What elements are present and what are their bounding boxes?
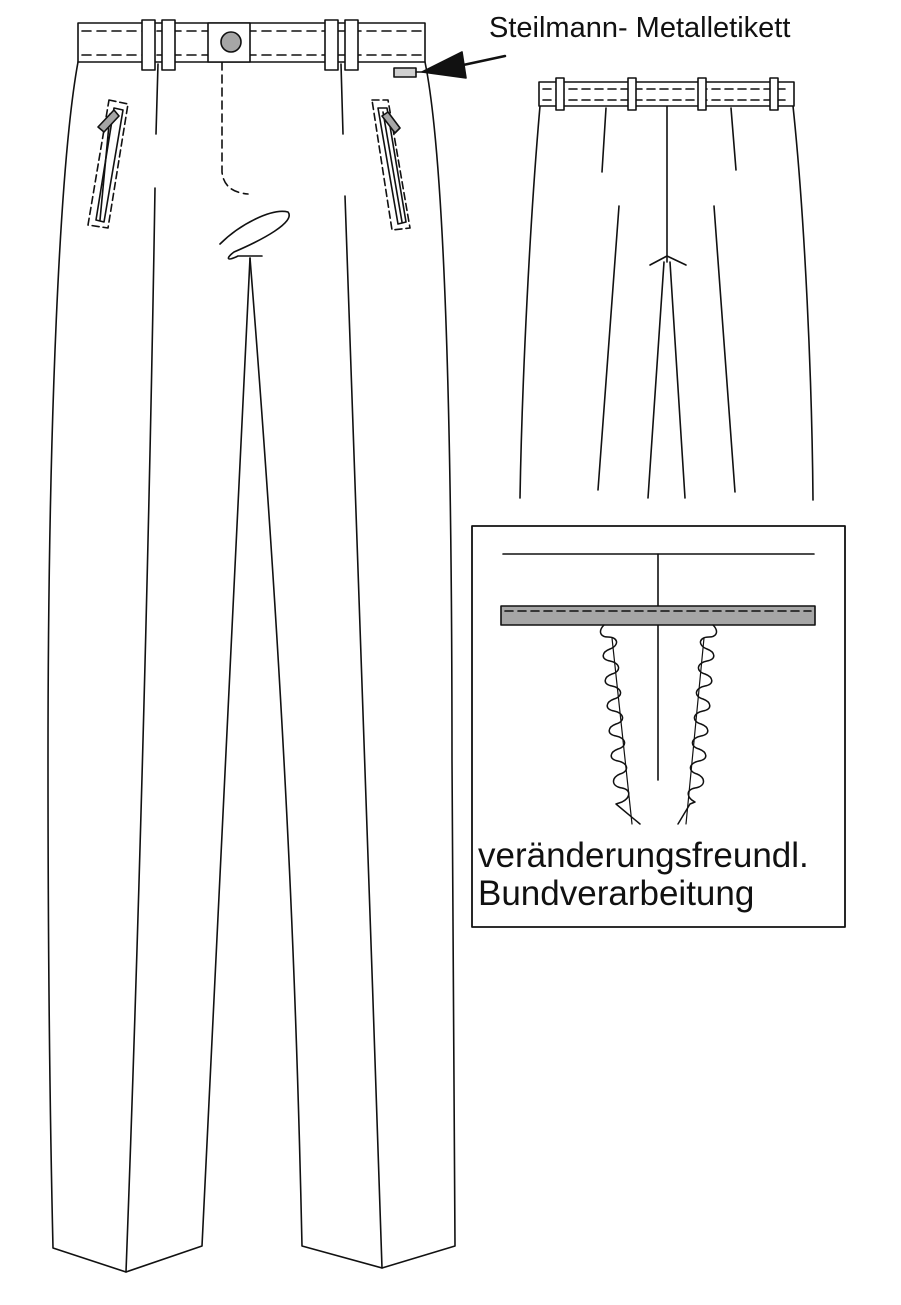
trousers-back-view bbox=[520, 78, 813, 500]
detail-caption-line1: veränderungsfreundl. bbox=[478, 836, 809, 875]
waistband-button bbox=[221, 32, 241, 52]
trousers-front-view bbox=[48, 20, 505, 1272]
back-right-inseam bbox=[670, 262, 685, 498]
back-right-outline bbox=[793, 106, 813, 500]
back-waistband bbox=[539, 82, 794, 106]
detail-caption-line2: Bundverarbeitung bbox=[478, 874, 755, 913]
right-zip-pocket bbox=[372, 100, 410, 230]
detail-waistband-strip bbox=[501, 606, 815, 625]
fly-stitching bbox=[222, 62, 248, 194]
back-left-inseam bbox=[648, 262, 664, 498]
front-right-pleat bbox=[341, 64, 343, 134]
back-left-crease bbox=[598, 206, 619, 490]
metal-label-tag bbox=[394, 68, 416, 77]
metal-label-arrowhead bbox=[422, 52, 466, 78]
front-waistband bbox=[78, 23, 425, 62]
back-crotch bbox=[650, 256, 686, 265]
front-left-pleat bbox=[156, 64, 158, 134]
front-left-crease bbox=[126, 188, 155, 1272]
front-right-leg-outline bbox=[250, 62, 455, 1268]
back-right-crease bbox=[714, 206, 735, 492]
fly-bartack bbox=[220, 211, 289, 259]
back-right-dart bbox=[731, 108, 736, 170]
front-right-crease bbox=[345, 196, 382, 1268]
back-left-outline bbox=[520, 106, 540, 498]
back-left-dart bbox=[602, 108, 606, 172]
left-zip-pocket bbox=[88, 100, 128, 228]
metal-label-annotation: Steilmann- Metalletikett bbox=[489, 12, 791, 44]
